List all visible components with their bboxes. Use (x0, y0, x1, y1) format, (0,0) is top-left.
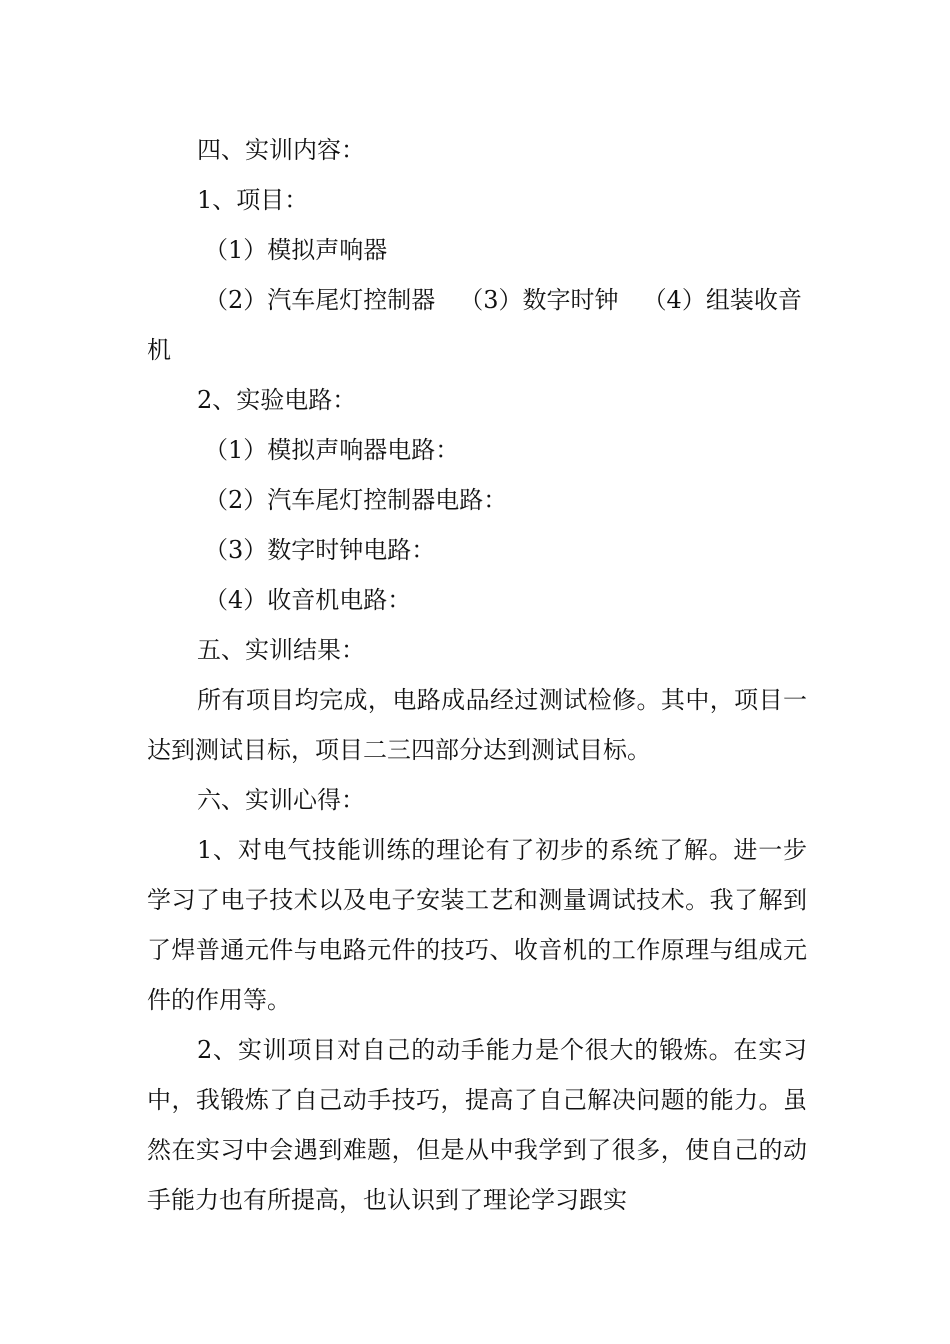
item2-list-item: （1）模拟声响器电路： (204, 436, 460, 464)
item2-list-item: （2）汽车尾灯控制器电路： (204, 486, 508, 514)
item1-p4-part1: （4）组装收音 (642, 286, 802, 314)
section6-heading: 六、实训心得： (197, 786, 365, 814)
item1-p2: （2）汽车尾灯控制器 (204, 286, 436, 314)
document-body (147, 125, 807, 1225)
item2-list-item: （3）数字时钟电路： (204, 536, 436, 564)
item2-list-item: （4）收音机电路： (204, 586, 412, 614)
item1-p4-part2: 机 (147, 336, 171, 364)
item1-p2-p4-line (147, 275, 807, 325)
item1-p3: （3）数字时钟 (459, 286, 619, 314)
section6-para2: 2、实训项目对自己的动手能力是个很大的锻炼。在实习中，我锻炼了自己动手技巧，提高了自己解决问题的能力。虽然在实习中会遇到难题，但是从中我学到了很多，使自己的动手能力也有所提高，也认识到了理论学习跟实 (147, 1036, 807, 1214)
item2-title: 2、实验电路： (197, 386, 357, 414)
section6-para1: 1、对电气技能训练的理论有了初步的系统了解。进一步学习了电子技术以及电子安装工艺和测量调试技术。我了解到了焊普通元件与电路元件的技巧、收音机的工作原理与组成元件的作用等。 (147, 836, 807, 1014)
item1-p1: （1）模拟声响器 (204, 236, 388, 264)
section5-body: 所有项目均完成，电路成品经过测试检修。其中，项目一达到测试目标，项目二三四部分达到测试目标。 (147, 686, 807, 764)
section5-heading: 五、实训结果： (197, 636, 365, 664)
item1-title: 1、项目： (197, 186, 309, 214)
section4-heading: 四、实训内容： (197, 136, 365, 164)
